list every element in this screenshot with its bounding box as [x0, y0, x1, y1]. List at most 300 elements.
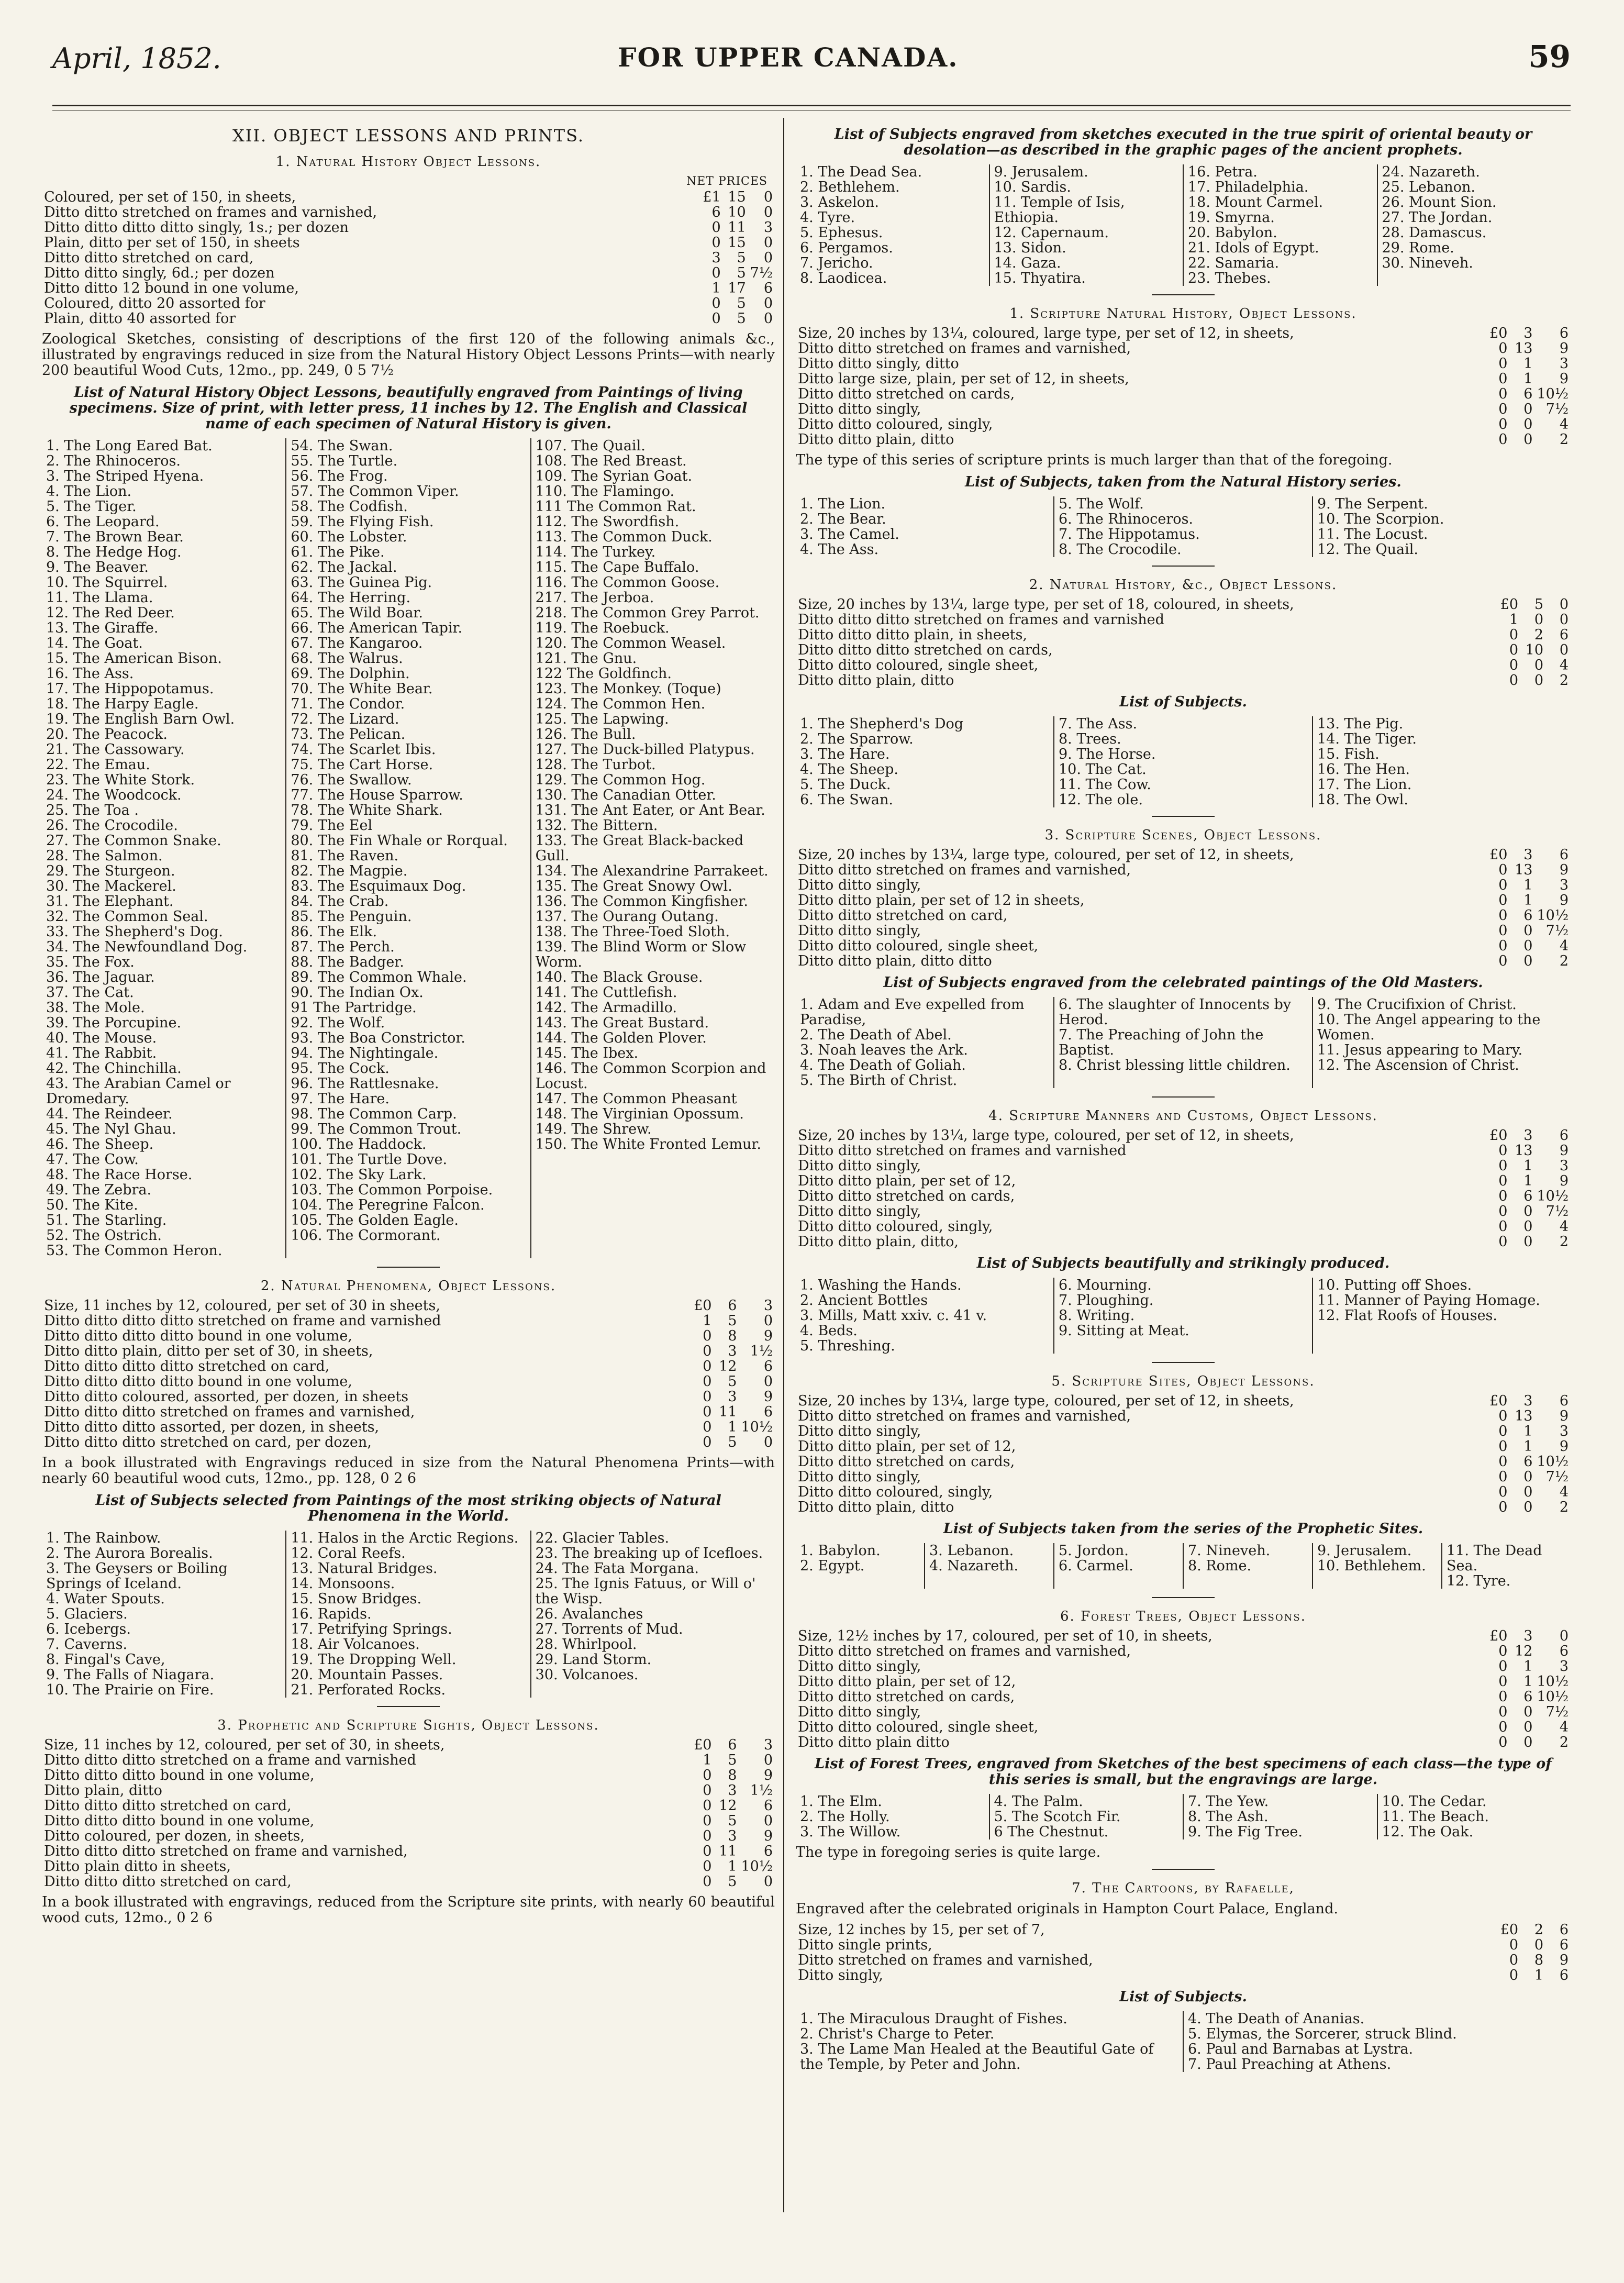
list-item: 6. Mourning. [1059, 1277, 1152, 1293]
price-value: 0 [1523, 1734, 1533, 1750]
list-item: 11. Manner of Paying Homage. [1317, 1292, 1540, 1309]
price-value: 0 [1498, 1218, 1508, 1235]
price-value: 0 [763, 1313, 773, 1329]
s5-list [796, 1543, 1571, 1589]
price-description: Ditto plain, ditto [44, 1782, 162, 1799]
list-item: 23. Thebes. [1188, 270, 1271, 286]
price-value: 2 [1534, 627, 1543, 643]
price-description: Ditto ditto plain, per set of 12, [798, 1173, 1016, 1189]
price-description: Ditto ditto coloured, assorted, per dozen, in sheets [44, 1389, 409, 1405]
price-value: 0 [1498, 371, 1508, 387]
price-value: 10½ [741, 1419, 773, 1435]
price-description: Ditto ditto plain, ditto, [798, 1234, 959, 1250]
list-item: 150. The White Fronted Lemur. [535, 1136, 761, 1152]
list-item: 18. Air Volcanoes. [291, 1636, 420, 1653]
price-description: Size, 20 inches by 13¼, large type, per set of 18, coloured, in sheets, [798, 596, 1294, 613]
price-value: 0 [1534, 657, 1543, 673]
list-item: 88. The Badger. [291, 954, 404, 970]
price-description: Ditto ditto ditto stretched on card, [44, 1798, 292, 1814]
price-description: Plain, ditto per set of 150, in sheets [44, 235, 300, 251]
price-description: Size, 11 inches by 12, coloured, per set of 30, in sheets, [44, 1737, 445, 1753]
price-value: 1 [711, 280, 721, 296]
price-value: 4 [1559, 1218, 1569, 1235]
list-item: 121. The Gnu. [535, 650, 637, 667]
price-value: 10½ [741, 1858, 773, 1875]
list-item: 217. The Jerboa. [535, 590, 654, 606]
list-item: 70. The White Bear. [291, 681, 433, 697]
separator [1152, 1096, 1215, 1098]
price-value: £0 [694, 1737, 712, 1753]
prophetic-prices [42, 1737, 775, 1889]
list-item: 1. The Miraculous Draught of Fishes. [800, 2011, 1067, 2027]
list-item: 90. The Indian Ox. [291, 984, 424, 1001]
list-item: 53. The Common Heron. [46, 1243, 223, 1259]
price-value: 0 [1498, 877, 1508, 893]
list-item: 9. The Crucifixion of Christ. [1317, 996, 1517, 1013]
list-item: 77. The House Sparrow. [291, 787, 463, 803]
natural-phenomena-list [42, 1531, 775, 1698]
price-value: 1 [1523, 1438, 1533, 1455]
price-row [42, 1783, 775, 1798]
list-item: 116. The Common Goose. [535, 574, 720, 591]
list-item: 100. The Haddock. [291, 1136, 427, 1152]
price-value: 0 [1498, 1499, 1508, 1515]
list-item: 126. The Bull. [535, 726, 636, 742]
list-item: 25. The Ignis Fatuus, or Will o' the Wisp. [535, 1576, 756, 1607]
list-item: 21. Perforated Rocks. [291, 1682, 446, 1698]
price-description: Ditto ditto plain ditto [798, 1734, 950, 1750]
list-column [989, 164, 1183, 286]
list-item: 11. The Cow. [1059, 777, 1151, 793]
price-value: 13 [1515, 340, 1533, 357]
price-value: 12 [1515, 1643, 1533, 1659]
price-row [796, 1720, 1571, 1735]
price-description: Ditto ditto plain, per set of 12, [798, 1438, 1016, 1455]
price-value: 5 [1534, 596, 1543, 613]
price-value: 0 [1498, 1143, 1508, 1159]
list-item: 4. The Lion. [46, 483, 132, 500]
list-column [796, 496, 1053, 557]
price-row [796, 417, 1571, 432]
price-row [42, 1859, 775, 1874]
list-item: 16. The Hen. [1317, 761, 1410, 778]
price-description: Ditto ditto ditto stretched on frames and varnished [798, 612, 1164, 628]
subsection-heading: 3. Scripture Scenes, Object Lessons. [1044, 827, 1322, 843]
price-value: 0 [1523, 1234, 1533, 1250]
price-value: 0 [1498, 431, 1508, 448]
list-item: 130. The Canadian Otter. [535, 787, 716, 803]
list-item: 24. The Woodcock. [46, 787, 182, 803]
list-item: 141. The Cuttlefish. [535, 984, 677, 1001]
list-item: 134. The Alexandrine Parrakeet. [535, 863, 769, 879]
price-value: 0 [711, 265, 721, 281]
price-value: 0 [1498, 1158, 1508, 1174]
separator [1152, 816, 1215, 817]
list-item: 3. The Lame Man Healed at the Beautiful Gate of the Temple, by Peter and John. [800, 2041, 1154, 2073]
list-item: 9. The Fig Tree. [1188, 1824, 1303, 1840]
list-item: 2. Bethlehem. [800, 179, 900, 195]
price-value: 1 [1523, 1658, 1533, 1675]
list-item: 7. Jericho. [800, 255, 873, 271]
price-value: 0 [1534, 672, 1543, 689]
price-row [796, 1922, 1571, 1937]
list-item: 101. The Turtle Dove. [291, 1151, 448, 1168]
price-value: 6 [1559, 1127, 1569, 1144]
price-value: 9 [763, 1389, 773, 1405]
price-description: Coloured, per set of 150, in sheets, [44, 189, 296, 205]
price-value: 0 [1534, 612, 1543, 628]
separator [377, 1267, 440, 1268]
s5-prices [796, 1393, 1571, 1515]
price-value: £0 [1489, 1628, 1508, 1644]
price-description: Ditto ditto ditto bound in one volume, [44, 1813, 315, 1829]
price-value: 9 [1559, 1408, 1569, 1424]
list-item: 26. Mount Sion. [1382, 194, 1497, 210]
list-item: 10. Sardis. [994, 179, 1071, 195]
list-item: 25. The Toa . [46, 802, 139, 818]
list-item: 119. The Roebuck. [535, 620, 670, 636]
list-item: 133. The Great Black-backed Gull. [535, 833, 744, 864]
list-item: 4. Beds. [800, 1323, 858, 1339]
price-description: Ditto ditto singly, [798, 1423, 921, 1439]
price-description: Ditto ditto coloured, single sheet, [798, 657, 1039, 673]
list-item: 26. The Crocodile. [46, 817, 178, 834]
list-item: 7. The Brown Bear. [46, 529, 184, 545]
list-item: 32. The Common Seal. [46, 908, 208, 925]
list-item: 27. Torrents of Mud. [535, 1621, 683, 1637]
subsection-heading: 5. Scripture Sites, Object Lessons. [1051, 1373, 1315, 1389]
list-item: 8. Laodicea. [800, 270, 887, 286]
price-value: 0 [1509, 1952, 1518, 1968]
price-value: 3 [728, 1782, 737, 1799]
list-item: 31. The Elephant. [46, 893, 174, 910]
issue-date: April, 1852. [52, 42, 221, 75]
price-value: £1 [703, 189, 721, 205]
price-row [796, 1173, 1571, 1189]
running-title: FOR UPPER CANADA. [618, 42, 959, 73]
s4-list [796, 1278, 1571, 1354]
list-item: 14. Gaza. [994, 255, 1061, 271]
price-value: 6 [728, 1298, 737, 1314]
s7-prices [796, 1922, 1571, 1983]
page-number: 59 [1528, 39, 1571, 74]
price-value: 0 [703, 1404, 712, 1420]
price-value: 6 [1523, 386, 1533, 402]
price-value: 0 [1523, 1484, 1533, 1500]
price-value: 0 [1509, 1967, 1518, 1983]
list-item: 41. The Rabbit. [46, 1045, 157, 1061]
price-value: 0 [1498, 1408, 1508, 1424]
price-row [796, 1628, 1571, 1644]
s6-prices [796, 1628, 1571, 1750]
price-row [796, 847, 1571, 862]
list-column [796, 2011, 1183, 2072]
list-item: 7. Paul Preaching at Athens. [1188, 2056, 1392, 2073]
list-item: 125. The Lapwing. [535, 711, 669, 727]
list-item: 5. Elymas, the Sorcerer, struck Blind. [1188, 2026, 1457, 2042]
price-value: 9 [1559, 1143, 1569, 1159]
list-note: List of Forest Trees, engraved from Sketches of the best specimens of each class—the type of this series is small, but the engravings are large. [815, 1756, 1552, 1788]
price-description: Ditto stretched on frames and varnished, [798, 1952, 1093, 1968]
page-header [52, 39, 1571, 84]
price-description: Ditto ditto stretched on frames and varnished, [798, 1408, 1131, 1424]
price-value: 7½ [1545, 401, 1569, 417]
price-value: 1 [728, 1858, 737, 1875]
list-column [924, 1543, 1053, 1589]
s2-prices [796, 597, 1571, 688]
price-value: 9 [763, 1828, 773, 1844]
price-row [796, 612, 1571, 627]
list-item: 4. Water Spouts. [46, 1591, 165, 1607]
subsection-heading: 3. Prophetic and Scripture Sights, Object Lessons. [217, 1717, 599, 1733]
price-row [42, 235, 775, 250]
price-value: 10½ [1537, 1454, 1569, 1470]
price-row [796, 862, 1571, 878]
price-value: 2 [1559, 1499, 1569, 1515]
price-value: £0 [1489, 1393, 1508, 1409]
price-description: Plain, ditto 40 assorted for [44, 311, 236, 327]
list-item: 7. The Ass. [1059, 716, 1138, 732]
price-value: 3 [1523, 325, 1533, 341]
list-item: 1. The Dead Sea. [800, 164, 922, 180]
price-row [796, 1204, 1571, 1219]
list-item: 9. The Beaver. [46, 559, 149, 575]
price-row [796, 1393, 1571, 1409]
price-row [42, 1374, 775, 1389]
list-column [796, 997, 1053, 1088]
list-item: 15. Thyatira. [994, 270, 1086, 286]
list-item: 19. The English Barn Owl. [46, 711, 235, 727]
separator [377, 1706, 440, 1707]
list-item: 128. The Turbot. [535, 757, 656, 773]
price-value: 6 [1559, 1643, 1569, 1659]
list-item: 47. The Cow. [46, 1151, 139, 1168]
list-item: 39. The Porcupine. [46, 1015, 182, 1031]
price-row [796, 1953, 1571, 1968]
list-item: 14. The Tiger. [1317, 731, 1417, 747]
list-item: 10. Bethlehem. [1317, 1558, 1426, 1574]
list-item: 115. The Cape Buffalo. [535, 559, 699, 575]
price-value: 13 [1515, 862, 1533, 878]
price-value: 5 [728, 1813, 737, 1829]
list-column [42, 438, 285, 1258]
price-description: Ditto ditto ditto ditto bound in one volume, [44, 1373, 352, 1390]
list-note: List of Subjects engraved from the celebrated paintings of the Old Masters. [883, 974, 1483, 991]
list-item: 122 The Goldfinch. [535, 666, 672, 682]
price-row [796, 954, 1571, 969]
list-item: 63. The Guinea Pig. [291, 574, 432, 591]
price-row [42, 281, 775, 296]
price-value: 6 [1559, 1393, 1569, 1409]
list-column [796, 164, 989, 286]
list-item: 7. Caverns. [46, 1636, 128, 1653]
price-value: 1 [1523, 371, 1533, 387]
price-value: 3 [1559, 1158, 1569, 1174]
list-column [1053, 1278, 1312, 1354]
price-value: 9 [763, 1328, 773, 1344]
list-item: 12. Tyre. [1447, 1573, 1511, 1589]
section-title: XII. OBJECT LESSONS AND PRINTS. [232, 126, 585, 146]
list-item: 9. The Horse. [1059, 746, 1156, 762]
list-item: 6. Carmel. [1059, 1558, 1133, 1574]
price-value: 9 [1559, 892, 1569, 908]
list-item: 8. The Hedge Hog. [46, 544, 182, 560]
price-description: Ditto ditto plain, ditto ditto [798, 953, 992, 969]
price-description: Size, 12 inches by 15, per set of 7, [798, 1922, 1045, 1938]
price-description: Size, 20 inches by 13¼, coloured, large type, per set of 12, in sheets, [798, 325, 1294, 341]
price-value: 6 [1523, 1188, 1533, 1204]
price-value: 3 [1523, 1628, 1533, 1644]
subsection-heading: 2. Natural Phenomena, Object Lessons. [260, 1278, 557, 1294]
price-value: 7½ [1545, 1469, 1569, 1485]
list-item: 20. The Peacock. [46, 726, 168, 742]
price-value: 0 [703, 1343, 712, 1359]
list-item: 2. The Rhinoceros. [46, 453, 181, 469]
price-value: 3 [1523, 1393, 1533, 1409]
list-item: 103. The Common Porpoise. [291, 1182, 493, 1198]
price-value: 5 [728, 1434, 737, 1450]
list-item: 8. The Ash. [1188, 1809, 1269, 1825]
separator [1152, 566, 1215, 567]
price-description: Ditto ditto singly, [798, 1469, 921, 1485]
price-value: 0 [703, 1843, 712, 1859]
list-item: 81. The Raven. [291, 848, 399, 864]
subsection-heading: 6. Forest Trees, Object Lessons. [1060, 1609, 1306, 1624]
list-item: 52. The Ostrich. [46, 1227, 162, 1244]
price-value: 8 [1534, 1952, 1543, 1968]
list-item: 13. Natural Bridges. [291, 1560, 438, 1577]
price-value: 4 [1559, 416, 1569, 433]
list-item: 66. The American Tapir. [291, 620, 463, 636]
price-value: 0 [1498, 1734, 1508, 1750]
price-value: 3 [763, 1298, 773, 1314]
list-item: 13. The Giraffe. [46, 620, 159, 636]
list-item: 29. Land Storm. [535, 1652, 652, 1668]
list-item: 139. The Blind Worm or Slow Worm. [535, 939, 747, 970]
price-row [796, 356, 1571, 371]
list-item: 8. Fingal's Cave, [46, 1652, 165, 1668]
separator [1152, 1597, 1215, 1598]
list-item: 28. Damascus. [1382, 225, 1487, 241]
list-item: 9. Sitting at Meat. [1059, 1323, 1189, 1339]
price-value: 3 [763, 1737, 773, 1753]
list-item: 108. The Red Breast. [535, 453, 687, 469]
list-item: 67. The Kangaroo. [291, 635, 423, 651]
price-description: Ditto ditto stretched on cards, [798, 1188, 1015, 1204]
list-item: 89. The Common Whale. [291, 969, 467, 985]
list-item: 15. Snow Bridges. [291, 1591, 422, 1607]
list-item: 146. The Common Scorpion and Locust. [535, 1060, 766, 1092]
price-value: 3 [763, 219, 773, 236]
price-row [42, 1737, 775, 1753]
price-value: 7½ [750, 265, 773, 281]
price-value: 0 [1523, 1218, 1533, 1235]
price-row [42, 1813, 775, 1828]
price-value: 5 [737, 265, 746, 281]
price-row [796, 1674, 1571, 1689]
list-item: 2. The Aurora Borealis. [46, 1545, 213, 1561]
price-value: 10½ [1537, 1689, 1569, 1705]
price-value: 0 [1498, 1719, 1508, 1735]
list-item: 131. The Ant Eater, or Ant Bear. [535, 802, 765, 818]
list-item: 6. The Rhinoceros. [1059, 511, 1194, 527]
subsection-heading: 2. Natural History, &c., Object Lessons. [1029, 577, 1338, 593]
subsection-heading: 1. Scripture Natural History, Object Lessons. [1009, 306, 1357, 322]
list-item: 1. Babylon. [800, 1543, 881, 1559]
list-note: List of Natural History Object Lessons, beautifully engraved from Paintings of living specimens. Size of print, with letter press, 11 inches by 12. The English and Classical name of each specimen of Natural History is given. [69, 384, 748, 432]
price-value: 4 [1559, 657, 1569, 673]
prophetic-book: In a book illustrated with engravings, reduced from the Scripture site prints, with nearly 60 beautiful wood cuts, 12mo., 0 2 6 [42, 1894, 775, 1926]
price-value: 5 [728, 1373, 737, 1390]
list-item: 12. The Ascension of Christ. [1317, 1057, 1519, 1073]
price-description: Ditto coloured, per dozen, in sheets, [44, 1828, 305, 1844]
list-note: List of Subjects beautifully and strikingly produced. [976, 1255, 1390, 1271]
list-item: 107. The Quail. [535, 438, 646, 454]
list-item: 137. The Ourang Outang. [535, 908, 719, 925]
price-value: 6 [1559, 627, 1569, 643]
price-value: 0 [1498, 1643, 1508, 1659]
price-row [42, 1298, 775, 1313]
price-description: Ditto ditto coloured, singly, [798, 1218, 993, 1235]
list-note: List of Subjects selected from Paintings of the most striking objects of Natural Phenomena in the World. [95, 1492, 721, 1524]
list-item: 6. Paul and Barnabas at Lystra. [1188, 2041, 1414, 2057]
s3-list [796, 997, 1571, 1088]
price-description: Ditto ditto singly, [798, 1704, 921, 1720]
price-value: 11 [719, 1404, 737, 1420]
price-value: 6 [763, 1404, 773, 1420]
list-column [1053, 997, 1312, 1088]
list-item: 36. The Jaguar. [46, 969, 155, 985]
list-item: 6. The slaughter of Innocents by Herod. [1059, 996, 1292, 1028]
list-item: 3. Askelon. [800, 194, 879, 210]
price-value: 10½ [1537, 386, 1569, 402]
price-value: 0 [1498, 1234, 1508, 1250]
price-row [796, 341, 1571, 356]
price-value: 0 [763, 311, 773, 327]
list-item: 5. Glaciers. [46, 1606, 128, 1622]
price-value: 2 [1559, 1234, 1569, 1250]
price-value: 6 [1559, 1967, 1569, 1983]
price-value: 15 [728, 189, 746, 205]
price-value: 8 [728, 1767, 737, 1783]
price-description: Ditto ditto ditto stretched on card, [44, 1874, 292, 1890]
price-value: £0 [694, 1298, 712, 1314]
price-description: Ditto ditto singly, ditto [798, 356, 959, 372]
list-item: 29. Rome. [1382, 240, 1454, 256]
price-row [796, 642, 1571, 658]
list-item: 4. The Palm. [994, 1793, 1083, 1810]
price-description: Ditto ditto plain, ditto per set of 30, in sheets, [44, 1343, 373, 1359]
price-description: Ditto ditto singly, [798, 1158, 921, 1174]
price-row [42, 250, 775, 265]
list-column [1312, 716, 1571, 807]
price-value: 1½ [750, 1343, 773, 1359]
list-item: 5. Threshing. [800, 1338, 895, 1354]
price-row [796, 1219, 1571, 1234]
natural-history-prices [42, 190, 775, 326]
price-value: 0 [703, 1874, 712, 1890]
list-item: 24. The Fata Morgana. [535, 1560, 699, 1577]
list-column [1377, 1794, 1571, 1839]
price-description: Ditto ditto singly, [798, 1658, 921, 1675]
price-value: 0 [763, 1813, 773, 1829]
list-item: 2. The Death of Abel. [800, 1027, 952, 1043]
price-row [796, 597, 1571, 612]
left-column [42, 120, 775, 1931]
price-value: 9 [1559, 1173, 1569, 1189]
price-value: 0 [1498, 1484, 1508, 1500]
list-item: 10. The Scorpion. [1317, 511, 1444, 527]
